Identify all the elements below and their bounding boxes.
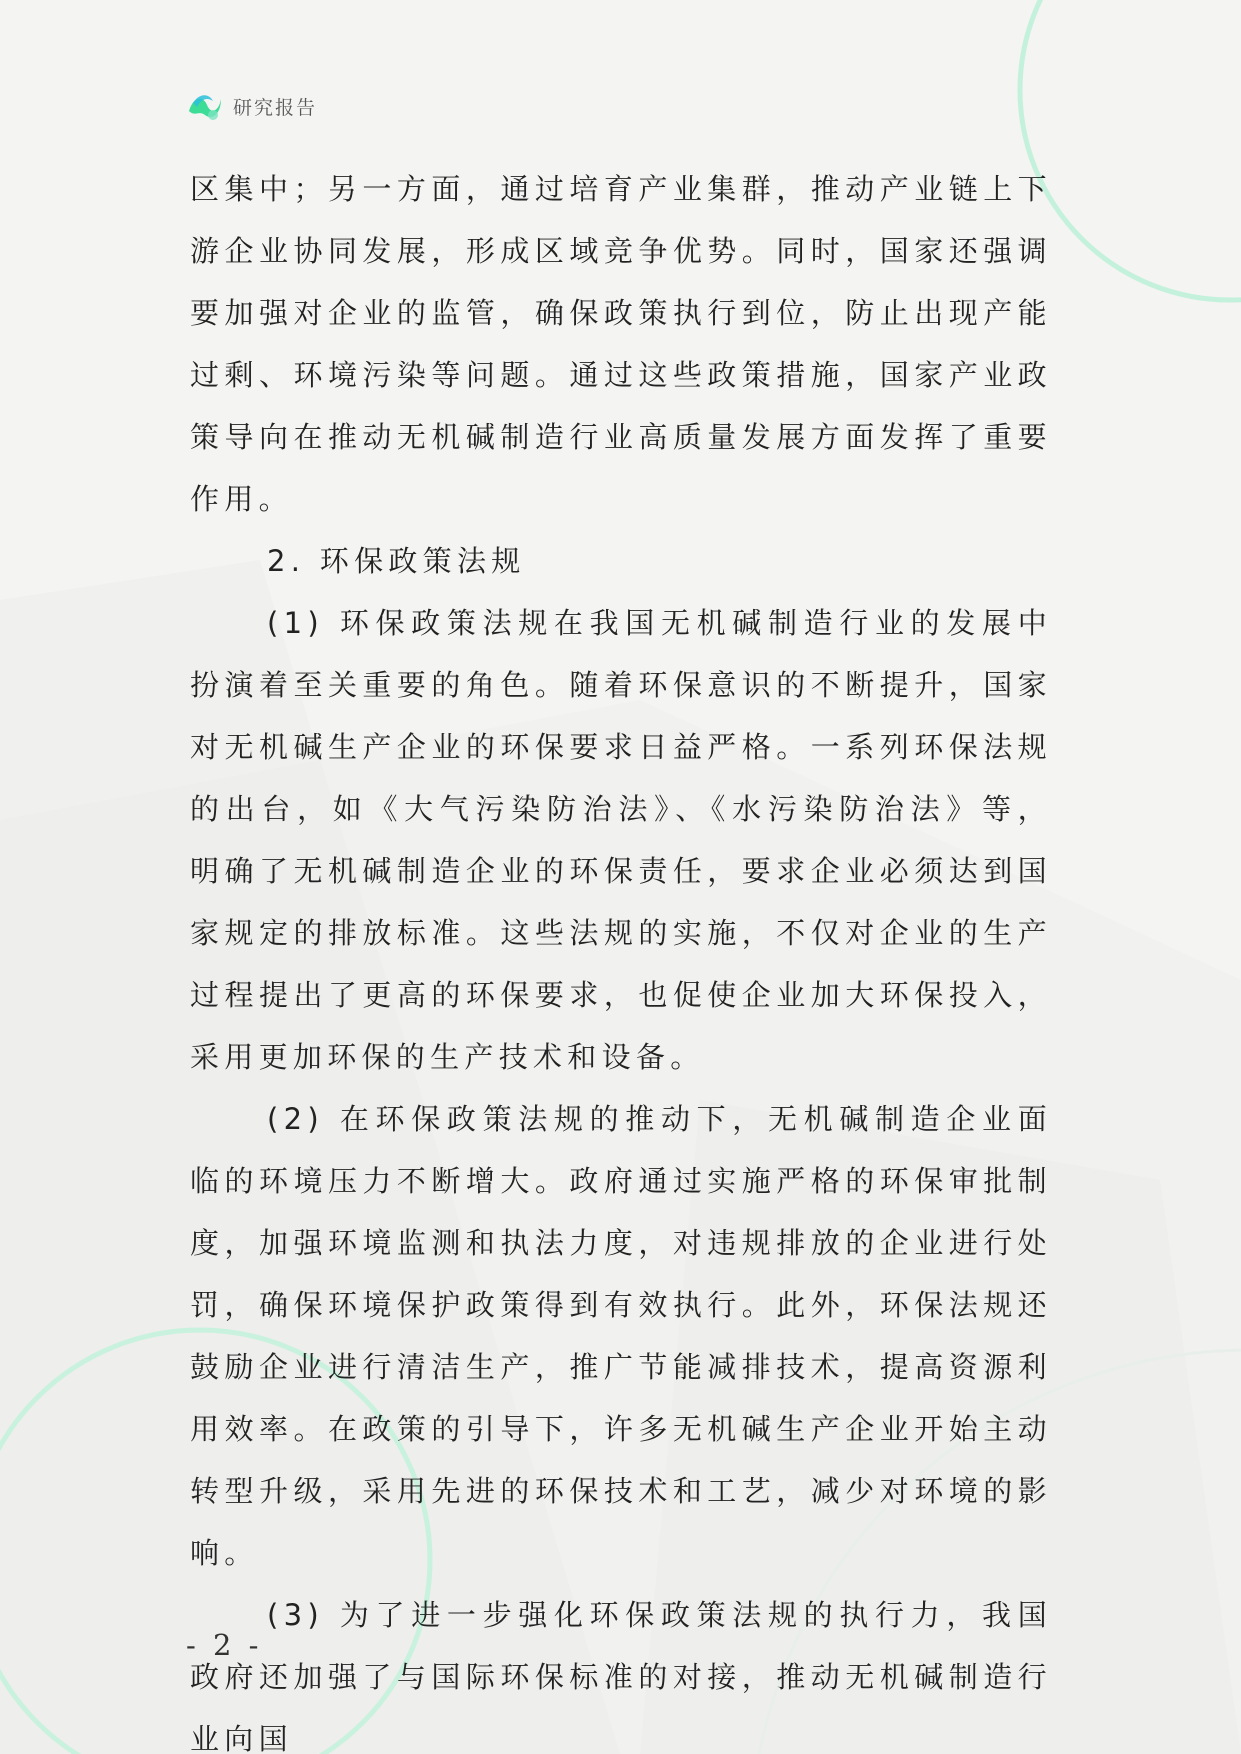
section-heading: 2. 环保政策法规 <box>267 544 526 578</box>
header-title: 研究报告 <box>233 96 318 119</box>
paragraph: (1) 环保政策法规在我国无机碱制造行业的发展中扮演着至关重要的角色。随着环保意识的不断提升，国家对无机碱生产企业的环保要求日益严格。一系列环保法规的出台，如《大气污染防治法》、《水污染防治法》等，明确了无机碱制造企业的环保责任，要求企业必须达到国家规定的排放标准。这些法规的实施，不仅对企业的生产过程提出了更高的环保要求，也促使企业加大环保投入，采用更加环保的生产技术和设备。 <box>190 606 1052 1074</box>
page-number: - 2 - <box>186 1628 263 1662</box>
paragraph: (3) 为了进一步强化环保政策法规的执行力，我国政府还加强了与国际环保标准的对接，推动无机碱制造行业向国 <box>190 1598 1052 1754</box>
brand-logo-icon <box>187 89 223 123</box>
document-body <box>190 158 1052 1754</box>
paragraph: (2) 在环保政策法规的推动下，无机碱制造企业面临的环境压力不断增大。政府通过实施严格的环保审批制度，加强环境监测和执法力度，对违规排放的企业进行处罚，确保环境保护政策得到有效执行。此外，环保法规还鼓励企业进行清洁生产，推广节能减排技术，提高资源利用效率。在政策的引导下，许多无机碱生产企业开始主动转型升级，采用先进的环保技术和工艺，减少对环境的影响。 <box>190 1102 1052 1570</box>
paragraph: 区集中；另一方面，通过培育产业集群，推动产业链上下游企业协同发展，形成区域竞争优势。同时，国家还强调要加强对企业的监管，确保政策执行到位，防止出现产能过剩、环境污染等问题。通过这些政策措施，国家产业政策导向在推动无机碱制造行业高质量发展方面发挥了重要作用。 <box>190 172 1052 516</box>
document-header <box>187 86 317 126</box>
